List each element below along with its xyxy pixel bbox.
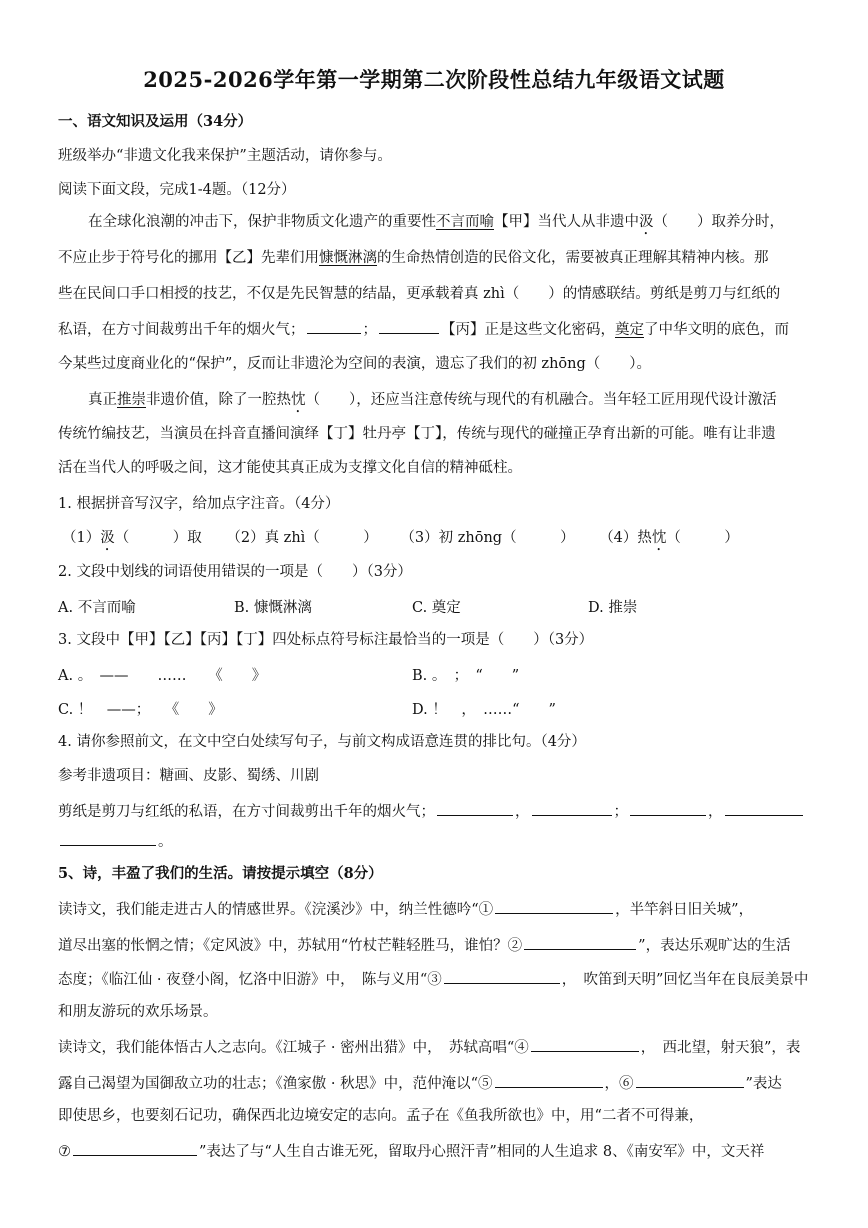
question-2-stem: 2. 文段中划线的词语使用错误的一项是（ ）（3分）	[58, 564, 412, 580]
question-4-answer-line: 。	[58, 830, 814, 850]
answer-blank[interactable]	[495, 1072, 603, 1088]
answer-blank[interactable]	[532, 800, 612, 816]
answer-blank[interactable]	[495, 898, 613, 914]
passage-line: 真正推崇非遗价值，除了一腔热忱（ ），还应当注意传统与现代的有机融合。当年轻工匠用现代设计激活	[88, 392, 777, 408]
question-5-line: 即使思乡，也要刻石记功，确保西北边境安定的志向。孟子在《鱼我所欲也》中，用“二者不可得兼，	[58, 1108, 704, 1124]
option-c[interactable]: C. 奠定	[412, 600, 461, 616]
question-5-stem: 5、诗，丰盈了我们的生活。请按提示填空（8分）	[58, 865, 383, 882]
question-5-line: 读诗文，我们能体悟古人之志向。《江城子 · 密州出猎》中， 苏轼高唱“④ ， 西北望，射天狼”，表	[58, 1036, 814, 1056]
underlined-word: 推崇	[117, 392, 146, 408]
answer-blank[interactable]	[379, 318, 439, 334]
answer-blank[interactable]	[307, 318, 361, 334]
question-4-stem: 4. 请你参照前文，在文中空白处续写句子，与前文构成语意连贯的排比句。（4分）	[58, 734, 586, 750]
passage-line: 传统竹编技艺，当演员在抖音直播间演绎【丁】牡丹亭【丁】，传统与现代的碰撞正孕育出新的可能。唯有让非遗	[58, 426, 776, 442]
answer-blank[interactable]	[630, 800, 706, 816]
page-title: 2025-2026学年第一学期第二次阶段性总结九年级语文试题	[143, 67, 725, 92]
question-5-line: ⑦ ”表达了与“人生自古谁无死，留取丹心照汗青”相同的人生追求 8、《南安军》中，文天祥	[58, 1140, 814, 1160]
question-1-stem: 1. 根据拼音写汉字，给加点字注音。（4分）	[58, 496, 340, 512]
option-c[interactable]: C. ！ ——； 《 》	[58, 702, 223, 718]
question-5-line: 露自己渴望为国御敌立功的壮志；《渔家傲 · 秋思》中，范仲淹以“⑤ ，⑥ ”表达	[58, 1072, 814, 1092]
question-4-answer-line: 剪纸是剪刀与红纸的私语，在方寸间裁剪出千年的烟火气； ， ； ，	[58, 800, 814, 820]
answer-blank[interactable]	[73, 1140, 197, 1156]
answer-blank[interactable]	[636, 1072, 744, 1088]
passage-line: 些在民间口手口相授的技艺，不仅是先民智慧的结晶，更承载着真 zhì（ ）的情感联结。剪纸是剪刀与红纸的	[58, 286, 781, 302]
option-d[interactable]: D. ！ ， ……“ ”	[412, 702, 556, 718]
option-a[interactable]: A. 不言而喻	[58, 600, 136, 616]
section-intro: 班级举办“非遗文化我来保护”主题活动，请你参与。	[58, 148, 392, 164]
answer-blank[interactable]	[437, 800, 513, 816]
passage-line: 在全球化浪潮的冲击下，保护非物质文化遗产的重要性不言而喻【甲】当代人从非遗中汲（ ）取养分时，	[88, 214, 784, 230]
dotted-char: 汲	[100, 530, 115, 546]
passage-line: 今某些过度商业化的“保护”，反而让非遗沦为空间的表演，遗忘了我们的初 zhōng（ ）。	[58, 356, 652, 372]
underlined-word: 不言而喻	[436, 214, 494, 230]
question-5-line: 和朋友游玩的欢乐场景。	[58, 1004, 218, 1020]
dotted-char: 忱	[291, 392, 306, 408]
passage-line: 不应止步于符号化的挪用【乙】先辈们用慷慨淋漓的生命热情创造的民俗文化，需要被真正理解其精神内核。那	[58, 250, 769, 266]
answer-blank[interactable]	[444, 968, 560, 984]
answer-blank[interactable]	[725, 800, 803, 816]
passage-line: 活在当代人的呼吸之间，这才能使其真正成为支撑文化自信的精神砥柱。	[58, 460, 522, 476]
option-a[interactable]: A. 。 —— …… 《 》	[58, 668, 267, 684]
question-4-reference: 参考非遗项目：糖画、皮影、蜀绣、川剧	[58, 768, 319, 784]
underlined-word: 慷慨淋漓	[319, 250, 377, 266]
dotted-char: 忱	[651, 530, 667, 546]
answer-blank[interactable]	[524, 934, 636, 950]
passage-line: 私语，在方寸间裁剪出千年的烟火气； ； 【丙】正是这些文化密码，奠定了中华文明的底色，而	[58, 318, 814, 338]
option-b[interactable]: B. 。 ； “ ”	[412, 668, 520, 684]
question-3-stem: 3. 文段中【甲】【乙】【丙】【丁】四处标点符号标注最恰当的一项是（ ）（3分）	[58, 632, 594, 648]
reading-instruction: 阅读下面文段，完成1-4题。（12分）	[58, 182, 296, 198]
answer-blank[interactable]	[531, 1036, 639, 1052]
question-1-items: （1）汲（ ）取 （2）真 zhì（ ） （3）初 zhōng（ ） （4）热忱（ ）	[62, 530, 739, 546]
dotted-char: 汲	[639, 214, 654, 230]
question-5-line: 道尽出塞的怅惘之情；《定风波》中，苏轼用“竹杖芒鞋轻胜马，谁怕？② ”，表达乐观旷达的生活	[58, 934, 814, 954]
question-5-line: 态度；《临江仙 · 夜登小阁，忆洛中旧游》中， 陈与义用“③ ， 吹笛到天明”回忆当年在良辰美景中	[58, 968, 814, 988]
option-b[interactable]: B. 慷慨淋漓	[234, 600, 312, 616]
answer-blank[interactable]	[60, 830, 156, 846]
option-d[interactable]: D. 推崇	[588, 600, 638, 616]
section-heading: 一、语文知识及运用（34分）	[58, 113, 253, 130]
underlined-word: 奠定	[615, 322, 644, 338]
question-5-line: 读诗文，我们能走进古人的情感世界。《浣溪沙》中，纳兰性德吟“① ，半竿斜日旧关城”，	[58, 898, 814, 918]
